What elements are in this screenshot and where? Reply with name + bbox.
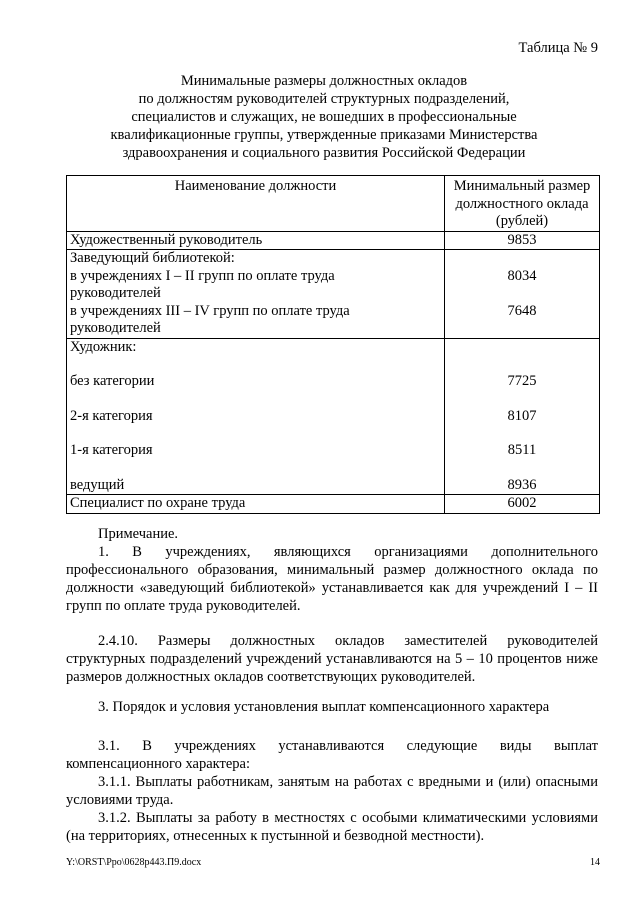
salary-value: 8034 7648 <box>445 250 600 339</box>
position-name: Специалист по охране труда <box>67 495 445 514</box>
table-row-artist <box>67 338 600 495</box>
note-title: Примечание. <box>98 526 179 542</box>
caption-line: здравоохранения и социального развития Российской Федерации <box>122 145 526 161</box>
paragraph-3-1-2: 3.1.2. Выплаты за работу в местностях с особыми климатическими условиями (на территориях, отнесенных к пустынной и безводной местности). <box>66 810 598 844</box>
paragraph-2-4-10: 2.4.10. Размеры должностных окладов заместителей руководителей структурных подразделений учреждений устанавливаются на 5 – 10 процентов ниже размеров должностных окладов соответствующих руководителей. <box>66 633 598 685</box>
table-caption <box>64 72 584 162</box>
table-row-art-director <box>67 231 600 250</box>
caption-line: специалистов и служащих, не вошедших в профессиональные <box>131 109 517 125</box>
paragraph-3-1-1: 3.1.1. Выплаты работникам, занятым на работах с вредными и (или) опасными условиями труда. <box>66 774 598 808</box>
position-name: Художник: без категории 2-я категория 1-я категория ведущий <box>67 338 445 495</box>
salary-value: 6002 <box>445 495 600 514</box>
section-3-heading: 3. Порядок и условия установления выплат компенсационного характера <box>98 699 550 715</box>
position-name: Художественный руководитель <box>67 231 445 250</box>
paragraph-3-1: 3.1. В учреждениях устанавливаются следующие виды выплат компенсационного характера: <box>66 738 598 772</box>
salary-value: 9853 <box>445 231 600 250</box>
caption-line: квалификационные группы, утвержденные приказами Министерства <box>110 127 538 143</box>
salary-table <box>66 175 600 514</box>
salary-value: 7725 8107 8511 8936 <box>445 338 600 495</box>
table-row-safety <box>67 495 600 514</box>
page-number: 14 <box>590 857 600 868</box>
position-name: Заведующий библиотекой: в учреждениях I – II групп по оплате труда руководителей в учреждениях III – IV групп по оплате труда руководителей <box>67 250 445 339</box>
table-header-row <box>67 176 600 232</box>
table-number: Таблица № 9 <box>518 40 598 56</box>
table-row-library-head <box>67 250 600 339</box>
note-text: 1. В учреждениях, являющихся организациями дополнительного профессионального образования, минимальный размер должностного оклада по должности «заведующий библиотекой» устанавливается как для учреждений I – II групп по оплате труда руководителей. <box>66 544 598 614</box>
header-salary: Минимальный размер должностного оклада (рублей) <box>445 176 600 232</box>
caption-line: Минимальные размеры должностных окладов <box>180 73 468 89</box>
header-position: Наименование должности <box>67 176 445 232</box>
footer-file-path: Y:\ORST\Ppo\0628p443.П9.docx <box>66 857 202 868</box>
caption-line: по должностям руководителей структурных подразделений, <box>138 91 510 107</box>
